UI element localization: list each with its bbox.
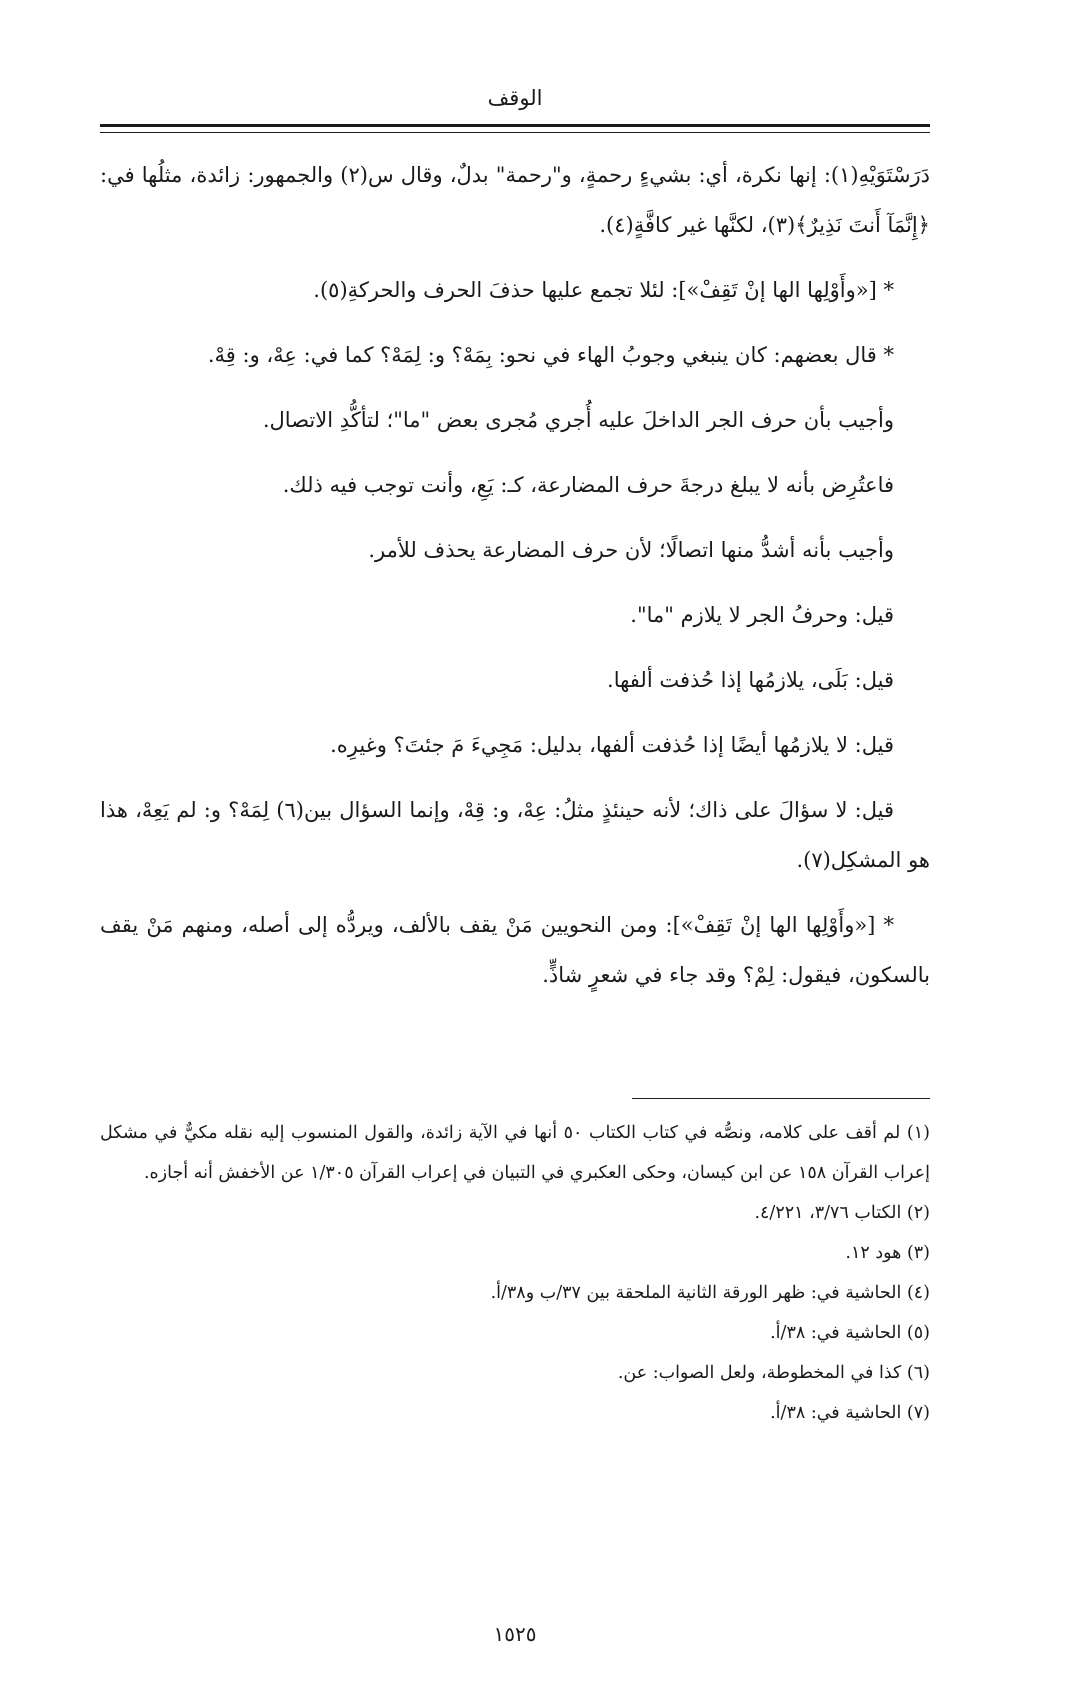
paragraph: دَرَسْتَوَيْهِ(١): إنها نكرة، أي: بشيءٍ رحمةٍ، و"رحمة" بدلٌ، وقال س(٢) والجمهور: زائدة، مثلُها في: ﴿إِنَّمَآ أَنتَ نَذِيرٌ﴾(٣)، لكنَّها غير كافَّةٍ(٤). (100, 163, 930, 237)
footnote: (٤) الحاشية في: ظهر الورقة الثانية الملحقة بين ٣٧/ب و٣٨/أ. (490, 1283, 930, 1303)
page (100, 0, 930, 1698)
page-number: ١٥٢٥ (493, 1622, 537, 1646)
footnote: (١) لم أقف على كلامه، ونصُّه في كتاب الكتاب ٥٠ أنها في الآية زائدة، والقول المنسوب إليه نقله مكيٌّ في مشكل إعراب القرآن ١٥٨ عن ابن كيسان، وحكى العكبري في التبيان في إعراب القرآن ١/٣٠٥ عن الأخفش أنه أجازه. (100, 1123, 930, 1183)
header-rule-thin (100, 132, 930, 133)
running-head: الوقف (487, 86, 543, 110)
footnote: (٦) كذا في المخطوطة، ولعل الصواب: عن. (617, 1363, 930, 1383)
paragraph: وأجيب بأن حرف الجر الداخلَ عليه أُجري مُجرى بعض "ما"؛ لتأكُّدِ الاتصال. (262, 408, 894, 432)
footnote: (٢) الكتاب ٣/٧٦، ٤/٢٢١. (754, 1203, 930, 1223)
footnote-separator (632, 1098, 930, 1099)
paragraph: وأجيب بأنه أشدُّ منها اتصالًا؛ لأن حرف المضارعة يحذف للأمر. (368, 538, 894, 562)
header-rule-thick (100, 124, 930, 127)
paragraph: قيل: لا يلازمُها أيضًا إذا حُذفت ألفها، بدليل: مَجِيءَ مَ جئتَ؟ وغيرِه. (330, 733, 894, 757)
paragraph: * [«وأَوْلِها الها إنْ تَقِفْ»]: لئلا تجمع عليها حذفَ الحرف والحركةِ(٥). (313, 278, 894, 302)
footnotes (100, 1113, 930, 1433)
paragraph: * [«وأَوْلِها الها إنْ تَقِفْ»]: ومن النحويين مَنْ يقف بالألف، ويردُّه إلى أصله، ومنهم مَنْ يقف بالسكون، فيقول: لِمْ؟ وقد جاء في شعرٍ شاذٍّ. (100, 913, 930, 987)
paragraph: قيل: لا سؤالَ على ذاك؛ لأنه حينئذٍ مثلُ: عِهْ، و: قِهْ، وإنما السؤال بين(٦) لِمَهْ؟ و: لم يَعِهْ، هذا هو المشكِل(٧). (100, 798, 930, 872)
paragraph: قيل: بَلَى، يلازمُها إذا حُذفت ألفها. (607, 668, 894, 692)
body-text (100, 150, 930, 1015)
paragraph: فاعتُرِض بأنه لا يبلغ درجةَ حرف المضارعة، كـ: يَعِ، وأنت توجب فيه ذلك. (282, 473, 894, 497)
footnote: (٧) الحاشية في: ٣٨/أ. (770, 1403, 930, 1423)
paragraph: قيل: وحرفُ الجر لا يلازم "ما". (630, 603, 894, 627)
footnote: (٣) هود ١٢. (845, 1243, 930, 1263)
footnote: (٥) الحاشية في: ٣٨/أ. (770, 1323, 930, 1343)
paragraph: * قال بعضهم: كان ينبغي وجوبُ الهاء في نحو: بِمَهْ؟ و: لِمَهْ؟ كما في: عِهْ، و: قِهْ. (207, 343, 894, 367)
